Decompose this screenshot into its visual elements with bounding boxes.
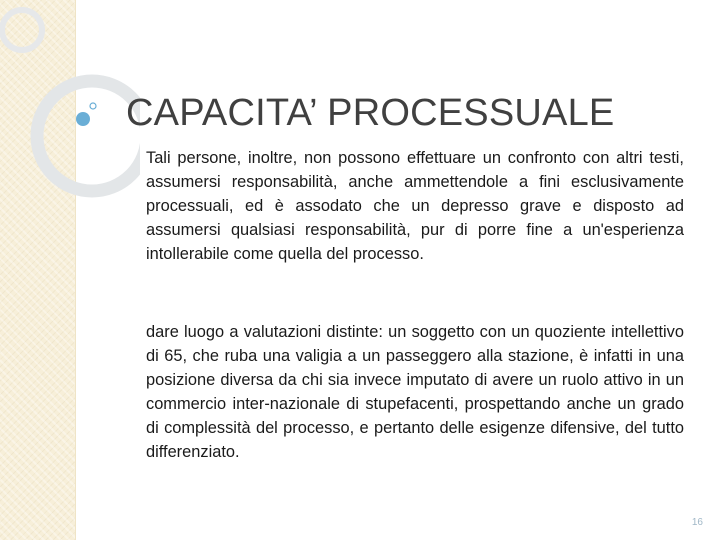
large-ring xyxy=(37,81,140,191)
slide-title: CAPACITA’ PROCESSUALE xyxy=(126,92,615,134)
paragraph-1: Tali persone, inoltre, non possono effettuare un confronto con altri testi, assumersi responsabilità, anche ammettendole a fini esclusivamente processuali, ed è assodato che un depresso grave e disposto ad assumersi qualsiasi responsabilità, pur di porre fine a un'esperienza intollerabile come quella del processo. xyxy=(146,149,684,263)
bullet-dot-icon xyxy=(76,112,90,126)
paragraph-2: dare luogo a valutazioni distinte: un soggetto con un quoziente intellettivo di 65, che ruba una valigia a un passeggero alla stazione, è infatti in una posizione diversa da chi sia invece imputato di avere un ruolo attivo in un commercio inter-nazionale di stupefacenti, prospettando anche un grado di complessità del processo, e pertanto delle esigenze difensive, del tutto differenziato. xyxy=(146,323,684,461)
bullet-ring-icon xyxy=(90,103,96,109)
page-number: 16 xyxy=(691,517,703,528)
small-ring xyxy=(2,10,42,50)
decorative-rings xyxy=(0,0,140,230)
